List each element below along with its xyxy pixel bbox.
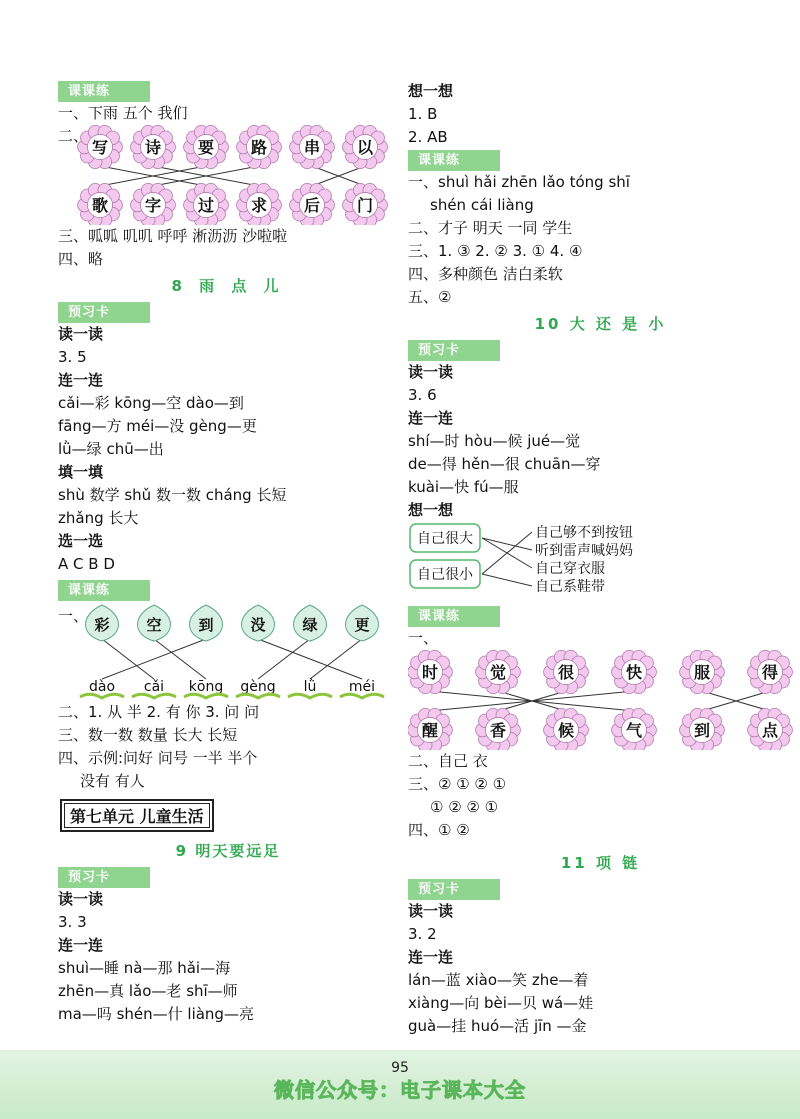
sub-heading: 读一读 (408, 363, 454, 381)
flower-character (408, 708, 452, 750)
answer-prefix: 一、 (58, 607, 89, 625)
box-match-diagram (408, 522, 793, 598)
leaf-match-diagram (58, 601, 398, 701)
leaf-character (346, 605, 379, 641)
flower-character (544, 650, 589, 693)
svg-text:字: 字 (144, 196, 162, 215)
left-column (58, 80, 398, 1026)
right-column (408, 80, 793, 1038)
leaf-character (138, 605, 171, 641)
svg-text:dào: dào (88, 679, 116, 695)
section-tag: 课课练 (408, 606, 500, 627)
svg-text:候: 候 (557, 721, 575, 740)
flower-character (680, 650, 725, 693)
svg-text:气: 气 (625, 721, 643, 740)
match-line (102, 639, 206, 679)
lesson-title: 9 明天要远足 (175, 842, 281, 860)
answer-prefix: 一、 (408, 629, 439, 647)
svg-text:路: 路 (250, 138, 268, 157)
svg-text:门: 门 (356, 196, 374, 215)
answer-line: 3. 3 (58, 913, 87, 931)
sub-heading: 想一想 (408, 501, 454, 519)
section-tag: 预习卡 (58, 302, 150, 323)
svg-text:醒: 醒 (421, 721, 439, 740)
svg-text:彩: 彩 (94, 616, 110, 634)
flower-character (343, 125, 388, 168)
flower-character (184, 125, 229, 168)
svg-text:绿: 绿 (302, 616, 318, 634)
answer-line: 四、略 (58, 250, 104, 268)
answer-line: 二、自己 衣 (408, 752, 488, 770)
flower-character (408, 650, 452, 693)
svg-text:要: 要 (197, 138, 215, 157)
answer-line: cǎi—彩 kōng—空 dào—到 (58, 394, 244, 412)
flower-character (131, 125, 176, 168)
svg-text:后: 后 (303, 196, 321, 215)
flower-character (131, 183, 176, 225)
svg-text:求: 求 (250, 196, 268, 215)
answer-line: 3. 2 (408, 925, 437, 943)
answer-box (410, 560, 480, 588)
svg-text:点: 点 (761, 721, 779, 740)
section-tag: 课课练 (408, 150, 500, 171)
match-line (482, 538, 532, 550)
pinyin-sprout (184, 679, 228, 698)
answer-line: 3. 5 (58, 348, 87, 366)
leaf-character (86, 605, 119, 641)
sub-heading: 连一连 (408, 409, 454, 427)
sub-heading: 连一连 (58, 936, 104, 954)
answer-line: 一、shuì hǎi zhēn lǎo tóng shī (408, 173, 630, 191)
flower-character (476, 650, 521, 693)
svg-text:过: 过 (197, 196, 215, 215)
svg-text:觉: 觉 (489, 663, 507, 682)
section-tag: 预习卡 (408, 340, 500, 361)
answer-line: A C B D (58, 555, 115, 573)
svg-text:很: 很 (557, 663, 575, 682)
match-line (154, 639, 206, 679)
leaf-character (294, 605, 327, 641)
pinyin-sprout (288, 678, 332, 698)
sub-heading: 读一读 (58, 890, 104, 908)
option-text: 听到雷声喊妈妈 (535, 543, 633, 559)
flower-character (290, 125, 335, 168)
section-tag: 课课练 (58, 580, 150, 601)
leaf-character (190, 605, 223, 641)
flower-character (544, 708, 589, 750)
answer-prefix: 二、 (58, 127, 89, 145)
answer-line: 四、① ② (408, 821, 470, 839)
answer-line: shuì—睡 nà—那 hǎi—海 (58, 959, 231, 977)
answer-line: ma—吗 shén—什 liàng—亮 (58, 1005, 254, 1023)
lesson-title: 11 项 链 (560, 854, 641, 872)
svg-text:kōng: kōng (188, 679, 224, 695)
svg-text:gèng: gèng (240, 679, 276, 695)
svg-text:自己很大: 自己很大 (417, 531, 473, 547)
match-line (310, 639, 362, 679)
flower-character (680, 708, 725, 750)
answer-line: guà—挂 huó—活 jīn —金 (408, 1017, 587, 1035)
unit-title: 第七单元 儿童生活 (60, 799, 214, 832)
option-text: 自己够不到按钮 (535, 525, 633, 541)
answer-line: shén cái liàng (430, 196, 534, 214)
flower-character (237, 183, 282, 225)
answer-line: zhǎng 长大 (58, 509, 139, 527)
svg-text:cǎi: cǎi (143, 679, 165, 695)
answer-line: 2. AB (408, 128, 448, 146)
answer-line: 三、数一数 数量 长大 长短 (58, 726, 238, 744)
pinyin-sprout (80, 679, 124, 698)
answer-line: 二、1. 从 半 2. 有 你 3. 问 问 (58, 703, 260, 721)
svg-text:时: 时 (421, 663, 439, 682)
answer-line: 五、② (408, 288, 452, 306)
svg-text:服: 服 (693, 663, 711, 682)
option-text: 自己穿衣服 (535, 561, 605, 577)
lesson-title: 10 大 还 是 小 (534, 315, 667, 333)
section-tag: 课课练 (58, 81, 150, 102)
svg-text:自己很小: 自己很小 (417, 567, 473, 583)
match-line (258, 639, 362, 679)
answer-line: 1. B (408, 105, 438, 123)
sub-heading: 选一选 (58, 532, 104, 550)
flower-character (612, 650, 657, 693)
page-number: 95 (391, 1060, 409, 1076)
answer-box (410, 524, 480, 552)
answer-line: 四、多种颜色 洁白柔软 (408, 265, 563, 283)
answer-line: 三、呱呱 叽叽 呼呼 淅沥沥 沙啦啦 (58, 227, 288, 245)
sub-heading: 连一连 (58, 371, 104, 389)
section-tag: 预习卡 (408, 879, 500, 900)
svg-text:更: 更 (354, 616, 370, 634)
leaf-character (242, 605, 275, 641)
lesson-title: 8 雨 点 儿 (171, 277, 285, 295)
answer-line: 三、1. ③ 2. ② 3. ① 4. ④ (408, 242, 583, 260)
flower-character (237, 125, 282, 168)
svg-text:香: 香 (489, 721, 507, 740)
sub-heading: 填一填 (58, 463, 104, 481)
svg-text:快: 快 (625, 663, 643, 682)
answer-line: 没有 有人 (80, 772, 145, 790)
flower-character (612, 708, 657, 750)
flower-character (184, 183, 229, 225)
svg-text:没: 没 (250, 616, 266, 634)
pinyin-sprout (236, 679, 280, 698)
sub-heading: 读一读 (408, 902, 454, 920)
answer-line: shí—时 hòu—候 jué—觉 (408, 432, 581, 450)
watermark-text: 微信公众号：电子课本大全 (274, 1078, 526, 1102)
answer-line: fāng—方 méi—没 gèng—更 (58, 417, 257, 435)
match-line (102, 639, 154, 679)
section-tag: 预习卡 (58, 867, 150, 888)
answer-line: zhēn—真 lǎo—老 shī—师 (58, 982, 238, 1000)
answer-line: 四、示例:问好 问号 一半 半个 (58, 749, 258, 767)
answer-line: xiàng—向 bèi—贝 wá—娃 (408, 994, 594, 1012)
match-line (482, 532, 532, 574)
pinyin-sprout (132, 679, 176, 698)
flower-character (78, 183, 123, 225)
svg-text:空: 空 (146, 616, 162, 634)
flower-character (748, 650, 793, 693)
leaf-matching (58, 601, 398, 701)
match-line (482, 574, 532, 586)
flower-character (748, 708, 793, 750)
svg-text:写: 写 (91, 138, 109, 157)
flower-character (290, 183, 335, 225)
answer-line: 二、才子 明天 一同 学生 (408, 219, 573, 237)
answer-line: lǜ—绿 chū—出 (58, 440, 164, 458)
answer-line: lán—蓝 xiào—笑 zhe—着 (408, 971, 589, 989)
flower-character (343, 183, 388, 225)
svg-text:歌: 歌 (91, 196, 109, 215)
answer-line: kuài—快 fú—服 (408, 478, 519, 496)
svg-text:到: 到 (198, 616, 214, 634)
svg-text:诗: 诗 (144, 138, 162, 157)
answer-line: de—得 hěn—很 chuān—穿 (408, 455, 601, 473)
svg-text:串: 串 (303, 138, 321, 157)
answer-line: 3. 6 (408, 386, 437, 404)
flower-match-diagram (58, 125, 398, 225)
svg-text:到: 到 (693, 721, 711, 740)
answer-line: shù 数学 shǔ 数一数 cháng 长短 (58, 486, 287, 504)
svg-text:méi: méi (348, 679, 376, 695)
match-line (258, 639, 310, 679)
sub-heading: 读一读 (58, 325, 104, 343)
flower-matching-1 (58, 125, 398, 225)
svg-text:得: 得 (761, 663, 779, 682)
svg-text:以: 以 (356, 138, 374, 157)
svg-text:lǜ: lǜ (303, 679, 317, 695)
flower-match-diagram (408, 650, 793, 750)
pinyin-sprout (340, 679, 384, 698)
option-text: 自己系鞋带 (535, 579, 605, 595)
answer-line: 三、② ① ② ① (408, 775, 507, 793)
answer-line: 一、下雨 五个 我们 (58, 104, 188, 122)
answer-line: ① ② ② ① (430, 798, 499, 816)
sub-heading: 连一连 (408, 948, 454, 966)
sub-heading: 想一想 (408, 82, 454, 100)
flower-character (476, 708, 521, 750)
